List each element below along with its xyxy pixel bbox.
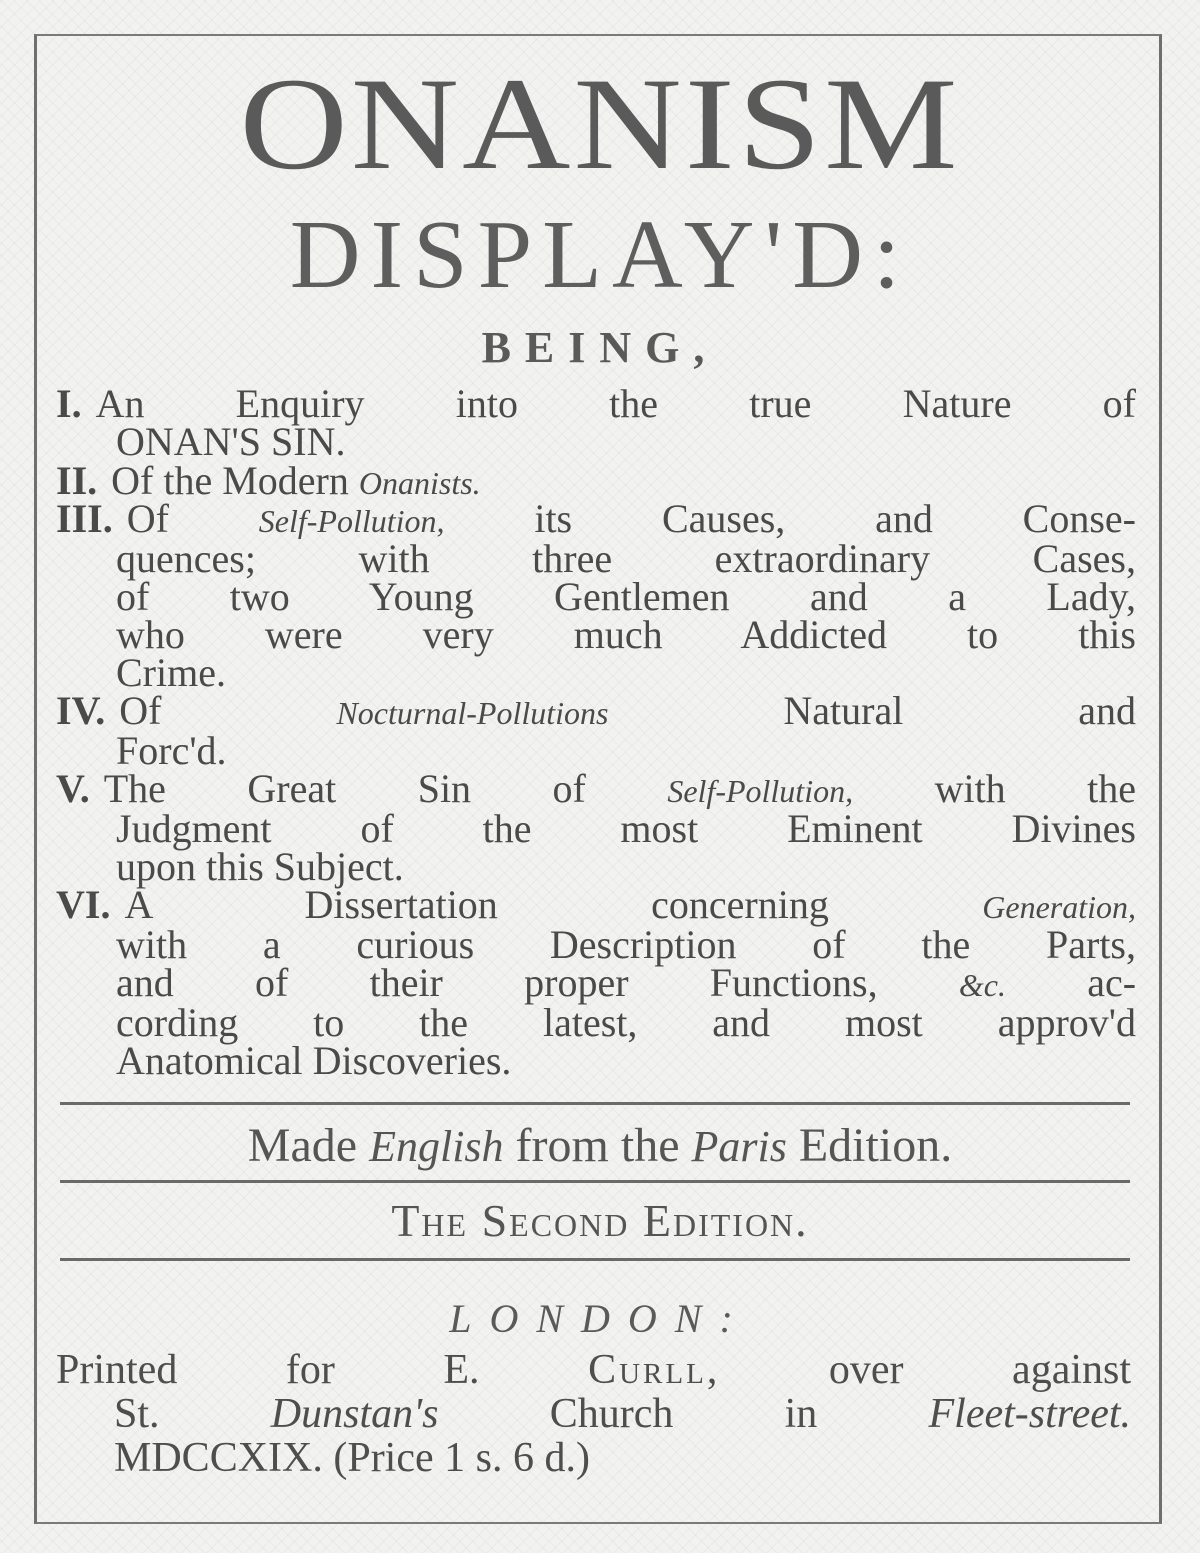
contents-item-3 <box>56 496 1136 695</box>
item-text: Anatomical Discoveries. <box>116 1038 512 1083</box>
imprint-city: LONDON: <box>449 1296 751 1341</box>
imprint-text: Church in <box>549 1391 818 1437</box>
item-text: upon this Subject. <box>116 844 404 889</box>
item-text: who were very much Addicted to this <box>116 612 1136 657</box>
item-text: cording to the latest, and most approv'd <box>116 1000 1136 1045</box>
being-heading: BEING, <box>481 323 719 372</box>
made-text: Edition. <box>798 1119 953 1172</box>
item-number: V. <box>56 766 90 811</box>
printer-name: Curll, <box>588 1347 721 1393</box>
item-text: Judgment of the most Eminent Divines <box>116 806 1136 851</box>
imprint-italic: Fleet-street. <box>928 1391 1132 1437</box>
title-line-1: ONANISM <box>239 50 961 198</box>
item-text: quences; with three extraordinary Cases, <box>116 536 1136 581</box>
item-text-italic: Self-Pollution, <box>667 773 854 809</box>
item-number: VI. <box>56 882 111 927</box>
made-italic: Paris <box>691 1122 787 1171</box>
divider-rule <box>60 1180 1130 1183</box>
imprint-text: St. <box>114 1391 160 1437</box>
title-line-2: DISPLAY'D: <box>289 201 911 309</box>
contents-item-4 <box>56 688 1137 773</box>
divider-rule <box>60 1102 1130 1105</box>
divider-rule <box>60 1258 1130 1261</box>
made-text: from the <box>515 1119 680 1172</box>
contents-item-1 <box>56 381 1136 464</box>
item-text: An Enquiry into the true Nature of <box>95 381 1136 426</box>
item-text-italic: Nocturnal-Pollutions <box>336 695 609 731</box>
item-text: The Great Sin of <box>103 766 586 811</box>
translation-note <box>0 1118 1200 1173</box>
contents-item-6 <box>56 882 1137 1083</box>
edition-statement: The Second Edition. <box>391 1195 809 1246</box>
item-number: III. <box>56 496 113 541</box>
item-text: and of their proper Functions, <box>116 960 878 1005</box>
item-text: ONAN'S SIN. <box>116 419 346 464</box>
item-text-italic: Self-Pollution, <box>258 503 445 539</box>
item-number: I. <box>56 381 82 426</box>
item-text: Of <box>119 688 162 733</box>
item-number: IV. <box>56 688 106 733</box>
item-text-italic: &c. <box>958 967 1006 1003</box>
item-number: II. <box>56 458 98 503</box>
item-text: of two Young Gentlemen and a Lady, <box>116 574 1136 619</box>
item-text: its Causes, and Conse- <box>534 496 1136 541</box>
item-text: Forc'd. <box>116 728 227 773</box>
imprint-text: Printed for E. <box>56 1347 480 1393</box>
item-text-italic: Onanists. <box>358 465 481 501</box>
item-text: Of the Modern <box>111 458 349 503</box>
item-text: Of <box>126 496 169 541</box>
item-text-italic: Generation, <box>982 889 1136 925</box>
item-text: Natural and <box>783 688 1137 733</box>
contents-item-5 <box>56 766 1137 889</box>
item-text: ac- <box>1087 960 1137 1005</box>
imprint <box>56 1348 1131 1480</box>
item-text: Crime. <box>116 650 226 695</box>
imprint-italic: Dunstan's <box>270 1391 439 1437</box>
imprint-date-price: MDCCXIX. (Price 1 s. 6 d.) <box>114 1435 590 1481</box>
item-text: with the <box>934 766 1137 811</box>
made-italic: English <box>369 1122 504 1171</box>
imprint-text: over against <box>828 1347 1132 1393</box>
item-text: with a curious Description of the Parts, <box>116 922 1136 967</box>
item-text: A Dissertation concerning <box>124 882 829 927</box>
made-text: Made <box>247 1119 358 1172</box>
